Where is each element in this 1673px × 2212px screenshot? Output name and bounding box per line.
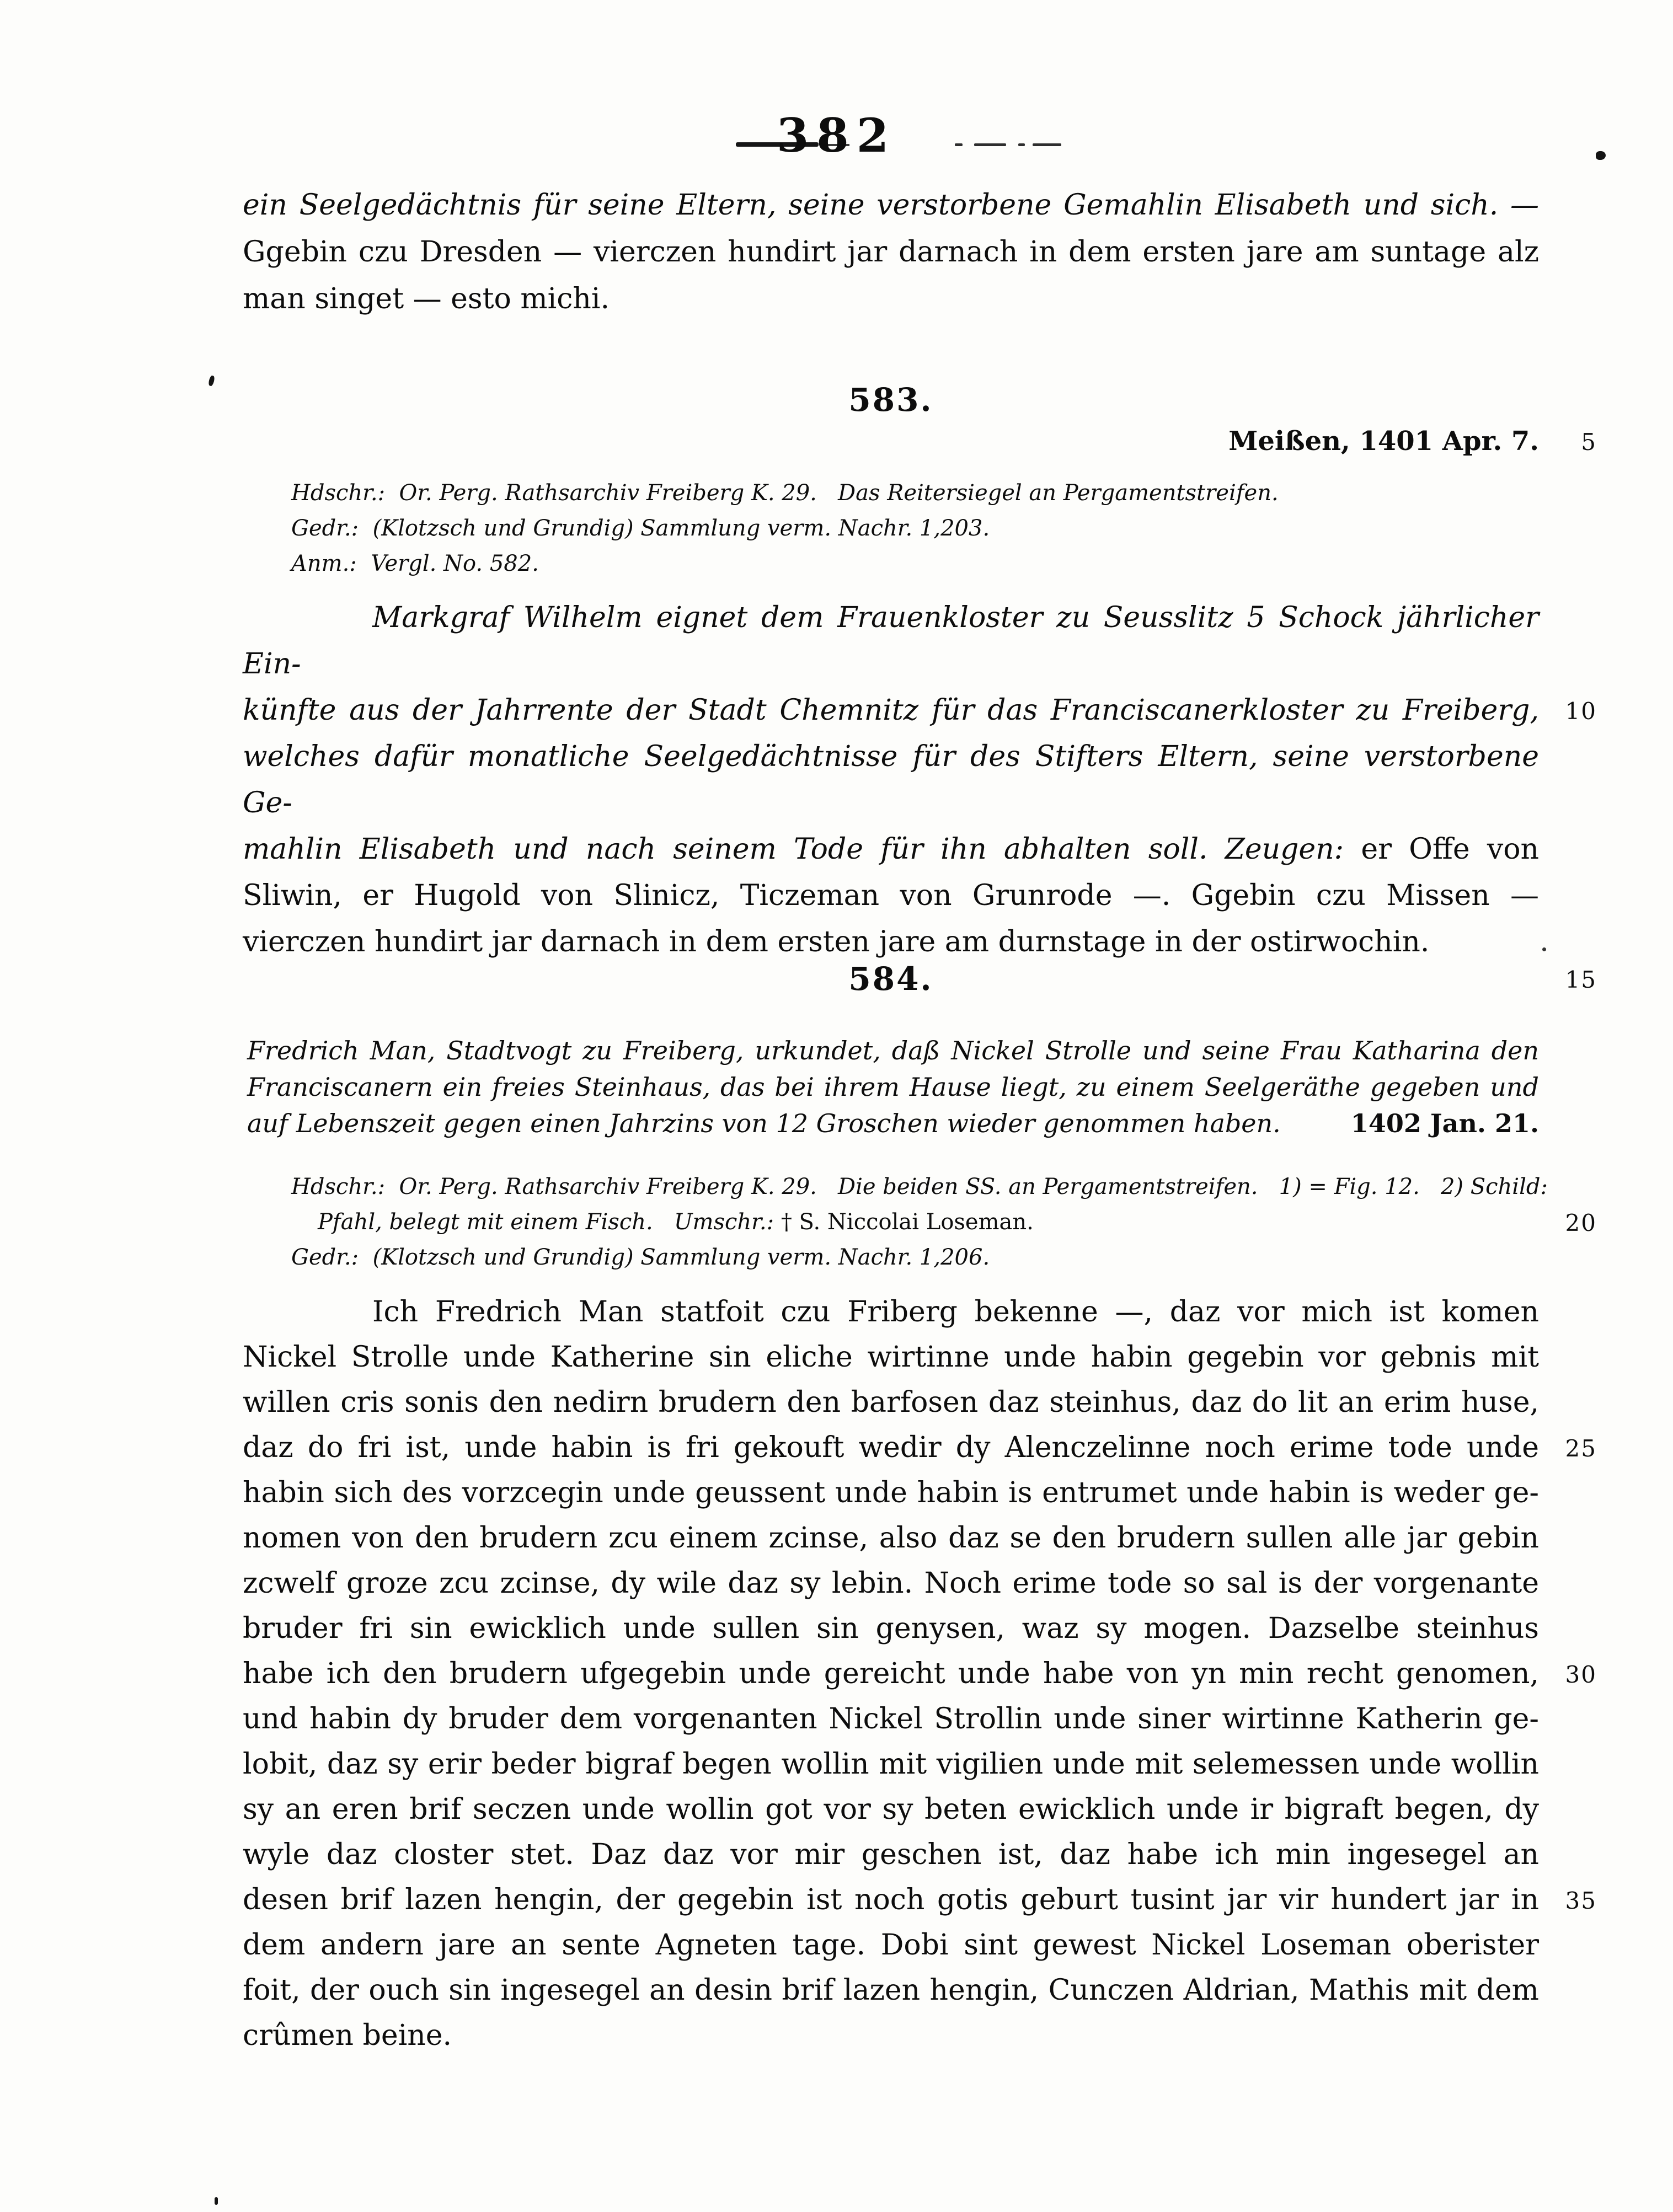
ink-spot	[208, 375, 215, 387]
text-run: Ich Fredrich Man statfoit czu Friberg bekenne —, daz vor mich ist komen	[372, 1295, 1539, 1329]
text-line	[243, 1787, 1539, 1832]
text-run: bruder fri sin ewicklich unde sullen sin genysen, waz sy mogen. Dazselbe steinhus	[243, 1612, 1539, 1645]
text-line	[243, 1651, 1597, 1696]
text-run: crûmen beine.	[243, 2019, 452, 2052]
text-line	[291, 1169, 1548, 1204]
entry-584-number	[243, 958, 1597, 999]
text-line	[247, 1069, 1539, 1105]
text-run: daz do fri ist, unde habin is fri gekouft wedir dy Alenczelinne noch erime tode unde	[243, 1431, 1539, 1464]
text-run: Fredrich Man, Stadtvogt zu Freiberg, urkundet, daß Nickel Strolle und seine Frau Katharina den	[247, 1036, 1539, 1065]
text-line	[243, 1696, 1539, 1742]
text-run: 584.	[848, 960, 933, 998]
text-line	[243, 1515, 1539, 1561]
text-run: wyle daz closter stet. Daz daz vor mir geschen ist, daz habe ich min ingesegel an	[243, 1838, 1539, 1871]
text-line	[243, 1425, 1597, 1470]
text-run: habin sich des vorzcegin unde geussent unde habin is entrumet unde habin is weder ge-	[243, 1476, 1539, 1509]
text-run: welches dafür monatliche Seelgedächtnisse für des Stifters Eltern, seine verstorbene Ge-	[243, 740, 1539, 820]
text-run: Sliwin, er Hugold von Slinicz, Ticzeman von Grunrode —. Ggebin czu Missen —	[243, 879, 1539, 912]
header-rule-right	[1033, 143, 1061, 146]
text-run: auf Lebenszeit gegen einen Jahrzins von 12 Groschen wieder genommen haben.	[247, 1108, 1281, 1138]
text-run: vierczen hundirt jar darnach in dem ersten jare am durnstage in der ostirwochin.	[243, 925, 1430, 958]
text-line	[243, 1606, 1539, 1651]
text-line	[243, 2013, 1539, 2058]
text-run: mahlin Elisabeth und nach seinem Tode für ihn abhalten soll.	[243, 833, 1225, 866]
text-line	[243, 182, 1539, 229]
text-line	[243, 594, 1539, 687]
text-line	[291, 546, 1539, 581]
text-line	[243, 1832, 1539, 1877]
text-run: ein Seelgedächtnis für seine Eltern, seine verstorbene Gemahlin Elisabeth und sich. —	[243, 189, 1539, 222]
entry-584-charter-text	[243, 1289, 1597, 2058]
text-line	[243, 1380, 1539, 1425]
ink-spot	[1542, 947, 1546, 951]
entry-583-place-date	[243, 425, 1597, 457]
text-line	[243, 229, 1539, 276]
text-line	[243, 1561, 1539, 1606]
ink-spot	[215, 2197, 218, 2205]
text-line	[243, 425, 1597, 457]
margin-line-number: 15	[1565, 966, 1597, 993]
text-run: zcwelf groze zcu zcinse, dy wile daz sy lebin. Noch erime tode so sal is der vorgenante	[243, 1567, 1539, 1600]
text-line	[243, 1742, 1539, 1787]
text-run: Anm.: Vergl. No. 582.	[291, 551, 539, 576]
text-line	[243, 958, 1597, 999]
text-run: sy an eren brif seczen unde wollin got vor sy beten ewicklich unde ir bigraft begen, dy	[243, 1793, 1539, 1826]
text-line	[243, 1470, 1539, 1515]
header-rule-right	[955, 143, 963, 146]
text-line	[243, 1335, 1539, 1380]
entry-583-number	[243, 379, 1539, 420]
text-run: foit, der ouch sin ingesegel an desin brif lazen hengin, Cunczen Aldrian, Mathis mit dem	[243, 1974, 1539, 2007]
margin-line-number: 30	[1565, 1661, 1597, 1688]
text-run: Zeugen:	[1225, 833, 1344, 866]
text-run: desen brif lazen hengin, der gegebin ist noch gotis geburt tusint jar vir hundert jar in	[243, 1883, 1539, 1916]
text-run: und habin dy bruder dem vorgenanten Nickel Strollin unde siner wirtinne Katherin ge-	[243, 1702, 1539, 1736]
text-line	[247, 1105, 1539, 1142]
text-line	[243, 687, 1597, 733]
margin-line-number: 35	[1565, 1887, 1597, 1914]
text-run: Hdschr.: Or. Perg. Rathsarchiv Freiberg K. 29. Das Reitersiegel an Pergamentstreifen.	[291, 480, 1279, 506]
entry-582-carryover-text	[243, 182, 1539, 323]
text-line	[243, 379, 1539, 420]
text-run: Hdschr.: Or. Perg. Rathsarchiv Freiberg K. 29. Die beiden SS. an Pergamentstreifen. 1) = Fig. 12. 2) Schild:	[291, 1174, 1548, 1199]
text-line	[243, 1877, 1597, 1922]
text-line	[291, 475, 1539, 511]
running-head	[0, 108, 1673, 169]
text-run: nomen von den brudern zcu einem zcinse, also daz se den brudern sullen alle jar gebin	[243, 1522, 1539, 1555]
text-line	[243, 1289, 1539, 1335]
entry-583-source-notes	[291, 475, 1539, 581]
header-rule-right	[1018, 143, 1025, 146]
entry-583-regest	[243, 594, 1597, 965]
text-run: dem andern jare an sente Agneten tage. Dobi sint gewest Nickel Loseman oberister	[243, 1929, 1539, 1962]
text-line	[243, 826, 1539, 872]
entry-584-regest	[247, 1032, 1539, 1142]
date-label: Meißen, 1401 Apr. 7.	[1228, 426, 1539, 457]
date-label: 1402 Jan. 21.	[1350, 1108, 1539, 1138]
header-rule-right	[974, 143, 1006, 146]
text-run: † S. Niccolai Loseman.	[781, 1209, 1034, 1235]
text-run: lobit, daz sy erir beder bigraf begen wollin mit vigilien unde mit selemessen unde wollin	[243, 1748, 1539, 1781]
text-run: habe ich den brudern ufgegebin unde gereicht unde habe von yn min recht genomen,	[243, 1657, 1539, 1690]
text-line	[291, 511, 1539, 546]
text-run: Markgraf Wilhelm eignet dem Frauenkloster zu Seusslitz 5 Schock jährlicher Ein-	[243, 601, 1539, 681]
text-run: 583.	[848, 381, 933, 419]
text-line	[291, 1204, 1597, 1240]
text-run: man singet — esto michi.	[243, 282, 610, 315]
text-run: künfte aus der Jahrrente der Stadt Chemnitz für das Franciscanerkloster zu Freiberg,	[243, 694, 1539, 727]
text-line	[243, 733, 1539, 826]
margin-line-number: 5	[1581, 429, 1597, 456]
text-line	[243, 276, 1539, 323]
text-line	[243, 1922, 1539, 1968]
text-run: Ggebin czu Dresden — vierczen hundirt jar darnach in dem ersten jare am suntage alz	[243, 235, 1539, 269]
text-run: er Offe von	[1344, 833, 1539, 866]
text-line	[247, 1032, 1539, 1069]
text-line	[291, 1240, 1539, 1275]
text-run: Gedr.: (Klotzsch und Grundig) Sammlung verm. Nachr. 1,206.	[291, 1245, 990, 1270]
page-number: 382	[776, 108, 897, 163]
margin-line-number: 20	[1565, 1209, 1597, 1236]
text-line	[243, 1968, 1539, 2013]
text-run: Gedr.: (Klotzsch und Grundig) Sammlung verm. Nachr. 1,203.	[291, 516, 990, 541]
text-line	[243, 872, 1539, 919]
margin-line-number: 10	[1565, 698, 1597, 725]
margin-line-number: 25	[1565, 1435, 1597, 1462]
text-run: Nickel Strolle unde Katherine sin eliche wirtinne unde habin gegebin vor gebnis mit	[243, 1341, 1539, 1374]
text-run: Pfahl, belegt mit einem Fisch. Umschr.:	[318, 1209, 781, 1235]
entry-584-source-notes	[291, 1169, 1597, 1275]
text-run: Franciscanern ein freies Steinhaus, das bei ihrem Hause liegt, zu einem Seelgeräthe gegeben und	[247, 1072, 1539, 1102]
text-run: willen cris sonis den nedirn brudern den barfosen daz steinhus, daz do lit an erim huse,	[243, 1386, 1539, 1419]
